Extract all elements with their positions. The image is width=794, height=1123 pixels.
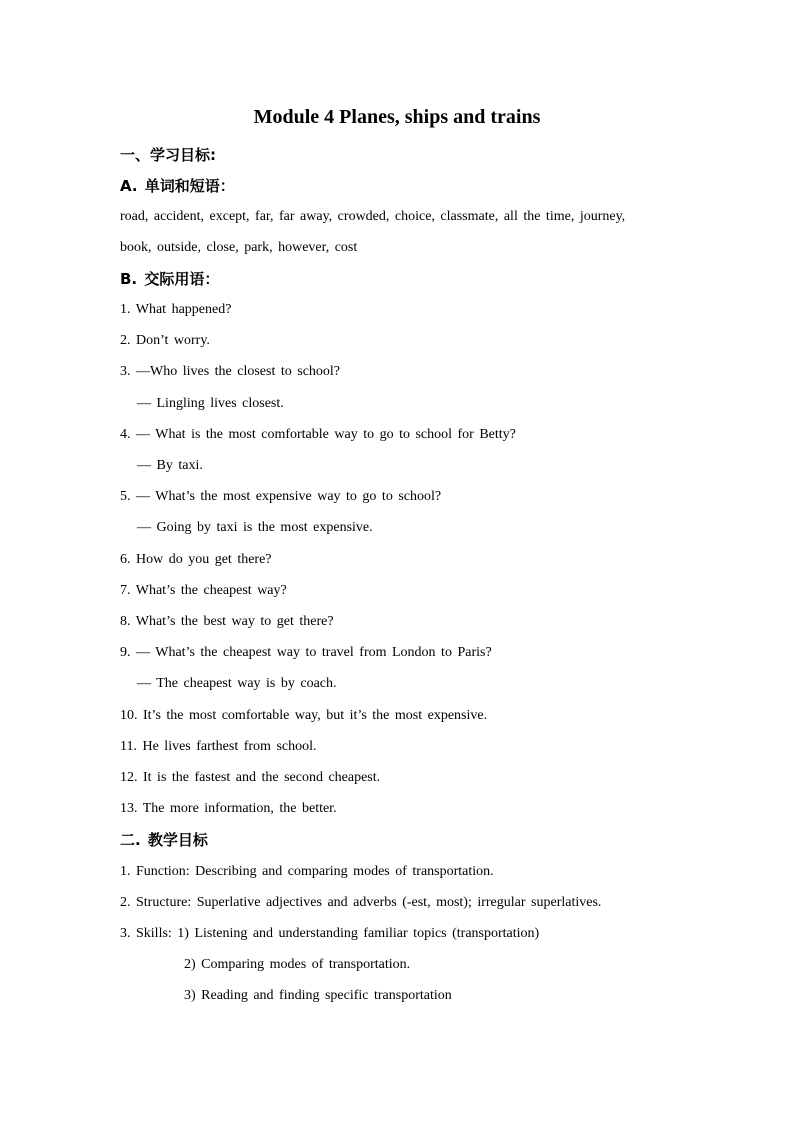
expression-item: 3. —Who lives the closest to school? bbox=[120, 364, 341, 379]
expression-item: 13. The more information, the better. bbox=[120, 801, 337, 816]
expression-item: 8. What’s the best way to get there? bbox=[120, 614, 334, 629]
expression-item: 2. Don’t worry. bbox=[120, 333, 210, 348]
document-title: Module 4 Planes, ships and trains bbox=[253, 106, 541, 128]
expression-item: 7. What’s the cheapest way? bbox=[120, 583, 287, 598]
expression-answer: — Lingling lives closest. bbox=[137, 396, 284, 411]
expression-answer: — By taxi. bbox=[137, 458, 203, 473]
goal-sub-item: 2) Comparing modes of transportation. bbox=[184, 957, 411, 972]
expression-answer: — The cheapest way is by coach. bbox=[137, 676, 337, 691]
vocabulary-line-1: road, accident, except, far, far away, crowded, choice, classmate, all the time, journey, bbox=[120, 209, 626, 224]
goal-item: 2. Structure: Superlative adjectives and adverbs (-est, most); irregular superlatives. bbox=[120, 895, 602, 910]
expression-item: 6. How do you get there? bbox=[120, 552, 272, 567]
expression-item: 4. — What is the most comfortable way to go to school for Betty? bbox=[120, 427, 516, 442]
expression-item: 5. — What’s the most expensive way to go to school? bbox=[120, 489, 442, 504]
section-1-heading: 一、学习目标: bbox=[120, 146, 216, 164]
part-a-heading: A. 单词和短语： bbox=[120, 177, 235, 195]
expression-item: 11. He lives farthest from school. bbox=[120, 739, 317, 754]
section-2-heading: 二. 教学目标 bbox=[120, 831, 208, 849]
expression-answer: — Going by taxi is the most expensive. bbox=[137, 520, 373, 535]
goal-sub-item: 3) Reading and finding specific transportation bbox=[184, 988, 452, 1003]
expression-item: 12. It is the fastest and the second cheapest. bbox=[120, 770, 381, 785]
expression-item: 9. — What’s the cheapest way to travel from London to Paris? bbox=[120, 645, 492, 660]
expression-item: 10. It’s the most comfortable way, but it’s the most expensive. bbox=[120, 708, 488, 723]
vocabulary-line-2: book, outside, close, park, however, cost bbox=[120, 240, 358, 255]
expression-item: 1. What happened? bbox=[120, 302, 232, 317]
goal-item: 3. Skills: 1) Listening and understanding familiar topics (transportation) bbox=[120, 926, 540, 941]
part-b-heading: B. 交际用语： bbox=[120, 270, 220, 288]
goal-item: 1. Function: Describing and comparing modes of transportation. bbox=[120, 864, 494, 879]
